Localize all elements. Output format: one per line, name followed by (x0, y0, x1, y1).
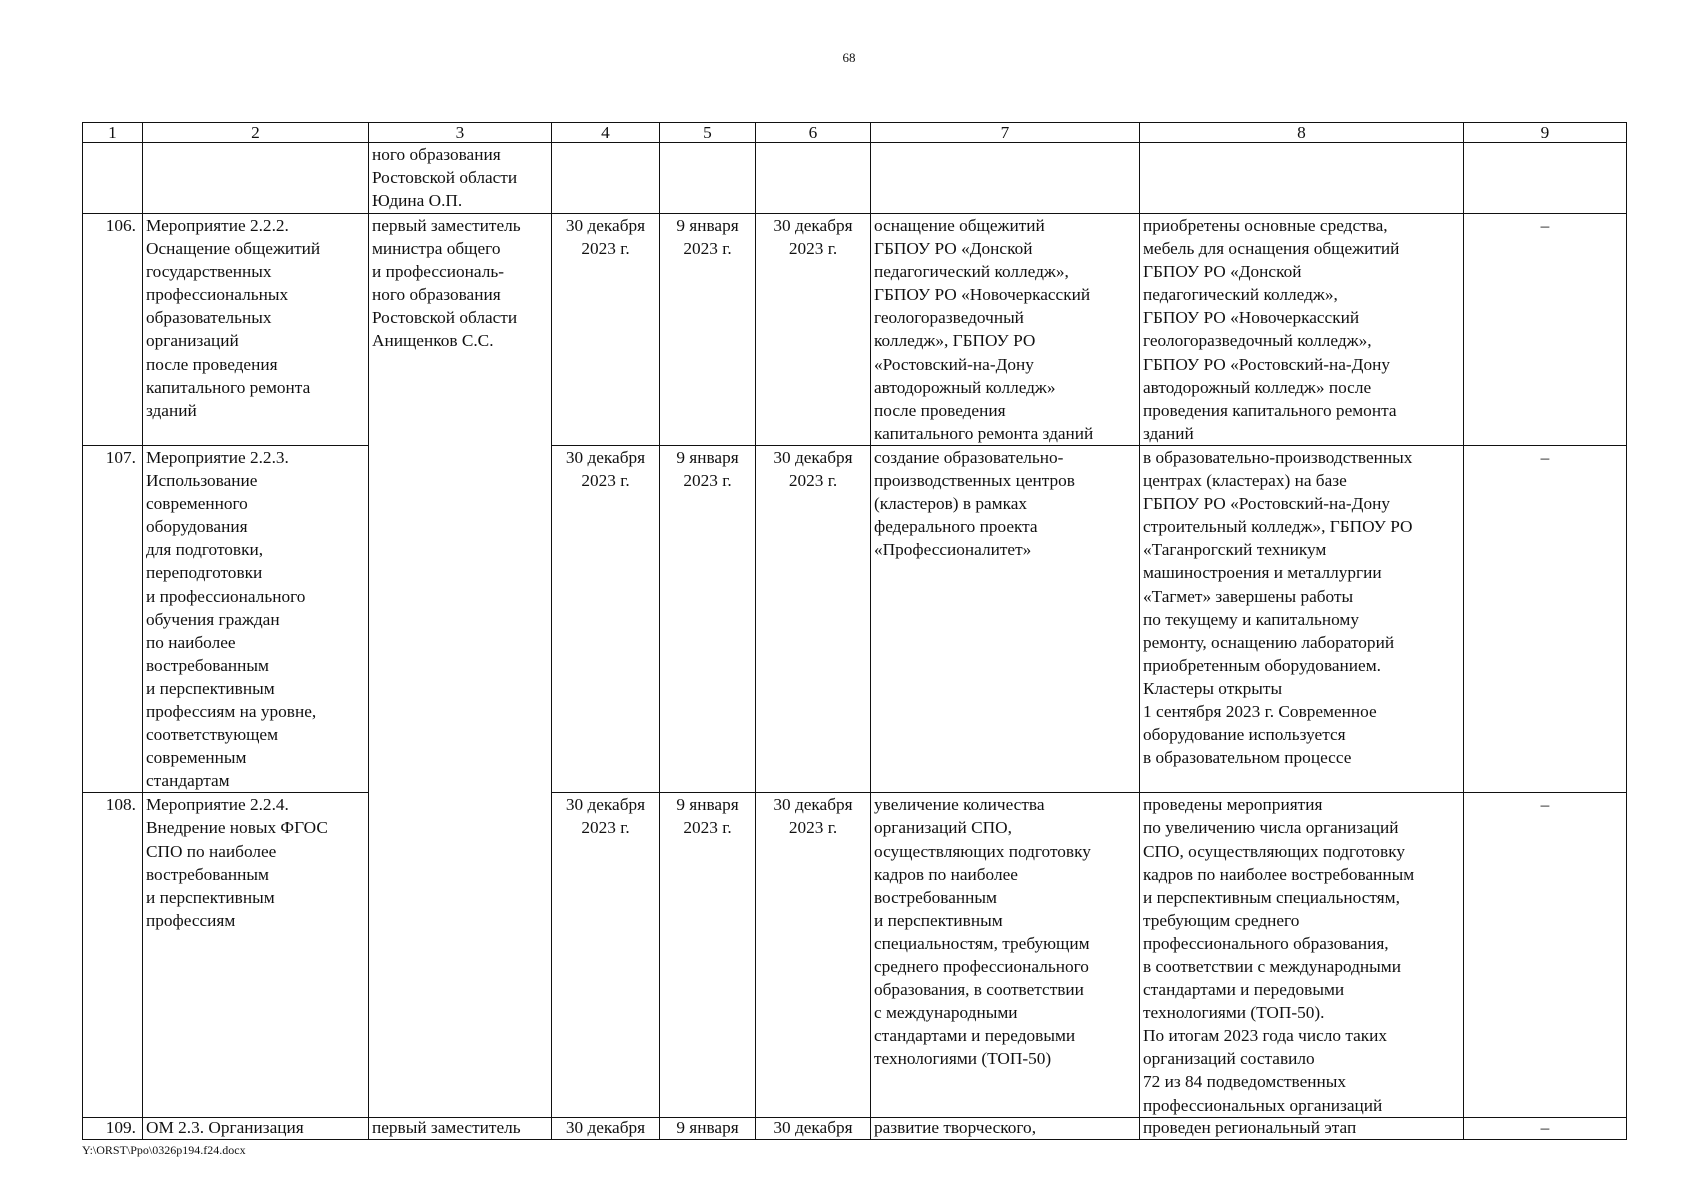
date-plan-cell: 30 декабря 2023 г. (552, 445, 660, 792)
table-row (83, 214, 1627, 446)
table-row (83, 445, 1627, 792)
num-cell: 108. (83, 793, 143, 1117)
event-cell: ОМ 2.3. Организация (143, 1117, 369, 1139)
num-cell: 106. (83, 214, 143, 446)
event-cell: Мероприятие 2.2.4. Внедрение новых ФГОС СПО по наиболее востребованным и перспективным профессиям (143, 793, 369, 1117)
date-plan-cell: 30 декабря 2023 г. (552, 214, 660, 446)
responsible-cell: ного образования Ростовской области Юдина О.П. (369, 143, 552, 214)
date-end-cell: 30 декабря (756, 1117, 871, 1139)
note-cell (1464, 143, 1627, 214)
date-start-cell: 9 января (660, 1117, 756, 1139)
column-header: 4 (552, 123, 660, 143)
column-header: 1 (83, 123, 143, 143)
date-end-cell: 30 декабря 2023 г. (756, 214, 871, 446)
responsible-cell: первый заместитель министра общего и профессиональ- ного образования Ростовской области Анищенков С.С. (369, 214, 552, 1118)
page-number: 68 (842, 50, 856, 65)
actual-result-cell: проведен региональный этап (1140, 1117, 1464, 1139)
note-cell: – (1464, 445, 1627, 792)
file-path-footer: Y:\ORST\Ppo\0326p194.f24.docx (82, 1143, 246, 1157)
actual-result-cell: проведены мероприятия по увеличению числа организаций СПО, осуществляющих подготовку кадров по наиболее востребованным и перспективным специальностям, требующим среднего профессионального образования, в соответствии с международными стандартами и передовыми технологиями (ТОП-50). По итогам 2023 года число таких организаций составило 72 из 84 подведомственных профессиональных организаций (1140, 793, 1464, 1117)
column-header: 3 (369, 123, 552, 143)
actual-result-cell: в образовательно-производственных центрах (кластерах) на базе ГБПОУ РО «Ростовский-на-Дону строительный колледж», ГБПОУ РО «Таганрогский техникум машиностроения и металлургии «Тагмет» завершены работы по текущему и капитальному ремонту, оснащению лабораторий приобретенным оборудованием. Кластеры открыты 1 сентября 2023 г. Современное оборудование используется в образовательном процессе (1140, 445, 1464, 792)
date-plan-cell (552, 143, 660, 214)
note-cell: – (1464, 1117, 1627, 1139)
date-start-cell: 9 января 2023 г. (660, 214, 756, 446)
column-header: 2 (143, 123, 369, 143)
column-header: 6 (756, 123, 871, 143)
event-cell (143, 143, 369, 214)
actual-result-cell: приобретены основные средства, мебель для оснащения общежитий ГБПОУ РО «Донской педагогический колледж», ГБПОУ РО «Новочеркасский геологоразведочный колледж», ГБПОУ РО «Ростовский-на-Дону автодорожный колледж» после проведения капитального ремонта зданий (1140, 214, 1464, 446)
date-end-cell: 30 декабря 2023 г. (756, 793, 871, 1117)
date-end-cell: 30 декабря 2023 г. (756, 445, 871, 792)
date-start-cell (660, 143, 756, 214)
column-header: 7 (871, 123, 1140, 143)
expected-result-cell: создание образовательно- производственных центров (кластеров) в рамках федерального проекта «Профессионалитет» (871, 445, 1140, 792)
event-cell: Мероприятие 2.2.3. Использование современного оборудования для подготовки, переподготовки и профессионального обучения граждан по наиболее востребованным и перспективным профессиям на уровне, соответствующем современным стандартам (143, 445, 369, 792)
expected-result-cell: увеличение количества организаций СПО, осуществляющих подготовку кадров по наиболее востребованным и перспективным специальностям, требующим среднего профессионального образования, в соответствии с международными стандартами и передовыми технологиями (ТОП-50) (871, 793, 1140, 1117)
column-header: 8 (1140, 123, 1464, 143)
table-row-continued (83, 143, 1627, 214)
num-cell (83, 143, 143, 214)
date-plan-cell: 30 декабря 2023 г. (552, 793, 660, 1117)
column-header: 9 (1464, 123, 1627, 143)
column-header: 5 (660, 123, 756, 143)
date-start-cell: 9 января 2023 г. (660, 445, 756, 792)
header-row (83, 123, 1627, 143)
date-end-cell (756, 143, 871, 214)
events-table (82, 122, 1627, 1140)
responsible-cell: первый заместитель (369, 1117, 552, 1139)
expected-result-cell: оснащение общежитий ГБПОУ РО «Донской педагогический колледж», ГБПОУ РО «Новочеркасский геологоразведочный колледж», ГБПОУ РО «Ростовский-на-Дону автодорожный колледж» после проведения капитального ремонта зданий (871, 214, 1140, 446)
table-row (83, 1117, 1627, 1139)
note-cell: – (1464, 214, 1627, 446)
note-cell: – (1464, 793, 1627, 1117)
expected-result-cell (871, 143, 1140, 214)
table-row (83, 793, 1627, 1117)
num-cell: 109. (83, 1117, 143, 1139)
date-plan-cell: 30 декабря (552, 1117, 660, 1139)
actual-result-cell (1140, 143, 1464, 214)
event-cell: Мероприятие 2.2.2. Оснащение общежитий государственных профессиональных образовательных организаций после проведения капитального ремонта зданий (143, 214, 369, 446)
num-cell: 107. (83, 445, 143, 792)
date-start-cell: 9 января 2023 г. (660, 793, 756, 1117)
expected-result-cell: развитие творческого, (871, 1117, 1140, 1139)
